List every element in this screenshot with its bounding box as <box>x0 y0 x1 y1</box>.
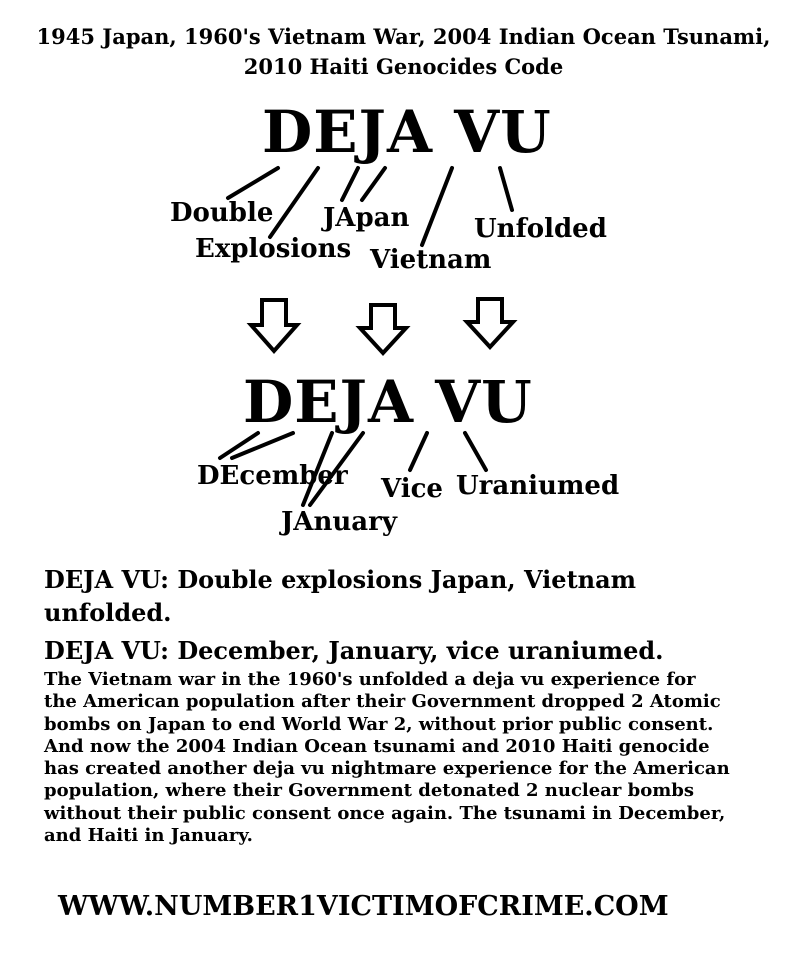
connector-v-vice <box>410 433 427 470</box>
body-line: bombs on Japan to end World War 2, without prior public consent. <box>44 713 714 735</box>
down-arrow-icon <box>251 300 297 351</box>
word-vietnam: Vietnam <box>370 245 492 275</box>
connector-j-japan <box>342 168 358 200</box>
summary-line-1: DEJA VU: Double explosions Japan, Vietnam <box>44 565 637 594</box>
body-line: And now the 2004 Indian Ocean tsunami and 2010 Haiti genocide <box>44 735 710 757</box>
connector-d-december <box>220 433 258 458</box>
connector-v-vietnam <box>422 168 452 245</box>
word-uraniumed: Uraniumed <box>456 471 620 501</box>
title-line-1: 1945 Japan, 1960's Vietnam War, 2004 Indian Ocean Tsunami, <box>36 24 771 49</box>
body-line: the American population after their Government dropped 2 Atomic <box>44 691 721 713</box>
connector-u-uraniumed <box>465 433 486 470</box>
body-line: and Haiti in January. <box>44 825 253 847</box>
body-paragraph <box>44 669 804 847</box>
top-deja-vu: DEJA VU <box>262 98 552 166</box>
summary-line-3: DEJA VU: December, January, vice uraniumed. <box>44 636 664 665</box>
bottom-deja-vu: DEJA VU <box>243 368 533 436</box>
title-line-2: 2010 Haiti Genocides Code <box>243 54 564 79</box>
down-arrow-icon <box>360 305 406 353</box>
connector-d-double <box>228 168 278 198</box>
connector-u-unfolded <box>500 168 512 210</box>
footer-url: WWW.NUMBER1VICTIMOFCRIME.COM <box>58 891 669 922</box>
connector-a-japan <box>362 168 385 200</box>
summary-line-2: unfolded. <box>44 598 172 627</box>
body-line: The Vietnam war in the 1960's unfolded a deja vu experience for <box>44 669 696 690</box>
connector-e-explosions <box>270 168 318 237</box>
word-japan: JApan <box>323 203 410 233</box>
body-line: has created another deja vu nightmare experience for the American <box>44 758 730 780</box>
word-december: DEcember <box>197 461 348 491</box>
word-double: Double <box>170 198 274 228</box>
down-arrow-icon <box>467 299 513 347</box>
word-january: JAnuary <box>281 507 397 537</box>
connector-e-december <box>232 433 293 458</box>
body-line: without their public consent once again. The tsunami in December, <box>44 802 726 824</box>
word-explosions: Explosions <box>195 234 352 264</box>
body-line: population, where their Government detonated 2 nuclear bombs <box>44 780 694 802</box>
word-unfolded: Unfolded <box>474 214 607 244</box>
word-vice: Vice <box>381 474 443 504</box>
